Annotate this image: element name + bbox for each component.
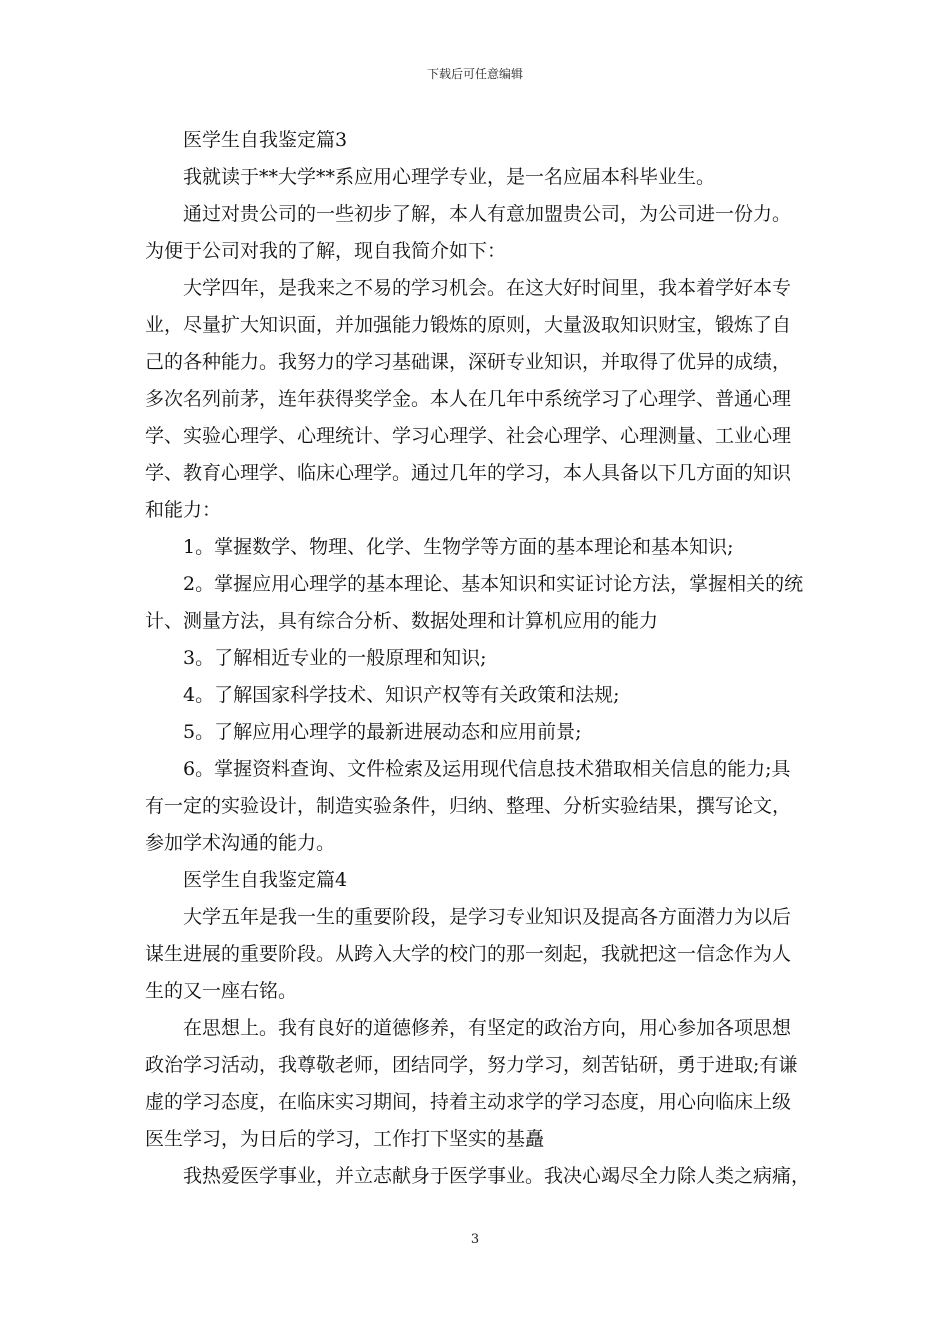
text-line: 5。了解应用心理学的最新进展动态和应用前景; — [183, 721, 582, 743]
text-line: 学、实验心理学、心理统计、学习心理学、社会心理学、心理测量、工业心理 — [145, 425, 792, 447]
text-line: 己的各种能力。我努力的学习基础课，深研专业知识，并取得了优异的成绩， — [145, 351, 792, 373]
text-line: 政治学习活动，我尊敬老师，团结同学，努力学习，刻苦钻研，勇于进取;有谦 — [145, 1054, 798, 1076]
text-line: 通过对贵公司的一些初步了解，本人有意加盟贵公司，为公司进一份力。 — [183, 203, 792, 225]
text-line: 学、教育心理学、临床心理学。通过几年的学习，本人具备以下几方面的知识 — [145, 462, 792, 484]
document-body — [145, 122, 811, 1195]
page-header: 下载后可任意编辑 — [426, 67, 523, 81]
text-line: 大学四年，是我来之不易的学习机会。在这大好时间里，我本着学好本专 — [183, 277, 792, 299]
text-line: 我热爱医学事业，并立志献身于医学事业。我决心竭尽全力除人类之病痛， — [183, 1165, 811, 1187]
text-line: 和能力： — [145, 499, 222, 521]
text-line: 6。掌握资料查询、文件检索及运用现代信息技术猎取相关信息的能力;具 — [183, 758, 791, 780]
text-line: 医学生自我鉴定篇3 — [183, 129, 348, 151]
text-line: 业，尽量扩大知识面，并加强能力锻炼的原则，大量汲取知识财宝，锻炼了自 — [145, 314, 792, 336]
page-number: 3 — [470, 1232, 480, 1247]
text-line: 大学五年是我一生的重要阶段，是学习专业知识及提高各方面潜力为以后 — [183, 906, 792, 928]
text-line: 参加学术沟通的能力。 — [145, 832, 336, 854]
text-line: 医生学习，为日后的学习，工作打下坚实的基矗 — [145, 1128, 545, 1150]
text-line: 有一定的实验设计，制造实验条件，归纳、整理、分析实验结果，撰写论文， — [145, 795, 792, 817]
text-line: 谋生进展的重要阶段。从跨入大学的校门的那一刻起，我就把这一信念作为人 — [145, 943, 792, 965]
text-line: 1。掌握数学、物理、化学、生物学等方面的基本理论和基本知识; — [183, 536, 734, 558]
text-line: 我就读于**大学**系应用心理学专业，是一名应届本科毕业生。 — [183, 166, 716, 188]
text-line: 计、测量方法，具有综合分析、数据处理和计算机应用的能力 — [145, 610, 659, 632]
text-line: 为便于公司对我的了解，现自我简介如下： — [145, 240, 507, 262]
text-line: 医学生自我鉴定篇4 — [183, 869, 348, 891]
text-line: 虚的学习态度，在临床实习期间，持着主动求学的学习态度，用心向临床上级 — [145, 1091, 792, 1113]
text-line: 生的又一座右铭。 — [145, 980, 298, 1002]
text-line: 2。掌握应用心理学的基本理论、基本知识和实证讨论方法，掌握相关的统 — [183, 573, 804, 595]
text-line: 3。了解相近专业的一般原理和知识; — [183, 647, 487, 669]
text-line: 4。了解国家科学技术、知识产权等有关政策和法规; — [183, 684, 620, 706]
text-line: 多次名列前茅，连年获得奖学金。本人在几年中系统学习了心理学、普通心理 — [145, 388, 792, 410]
text-line: 在思想上。我有良好的道德修养，有坚定的政治方向，用心参加各项思想 — [183, 1017, 792, 1039]
